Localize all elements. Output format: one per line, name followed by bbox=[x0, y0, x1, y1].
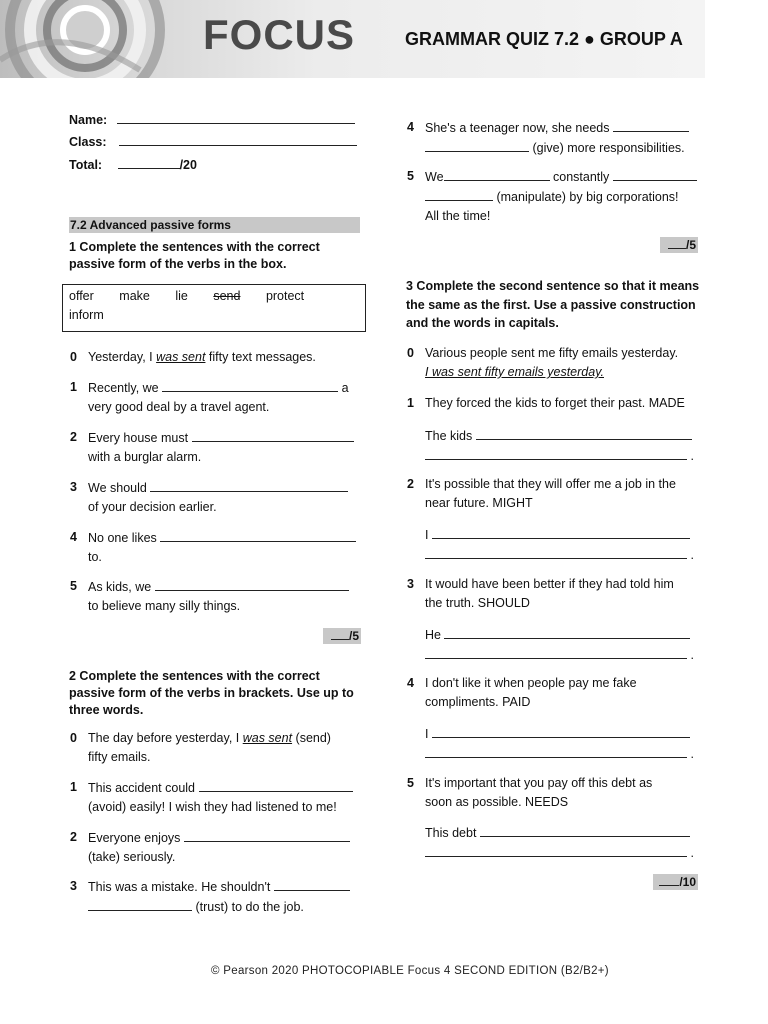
answer-blank[interactable] bbox=[425, 138, 529, 152]
word-protect: protect bbox=[265, 289, 305, 303]
item-text: fifty text messages. bbox=[205, 350, 316, 364]
answer-blank[interactable] bbox=[162, 378, 338, 392]
item-text: They forced the kids to forget their past. MADE bbox=[425, 396, 685, 410]
answer-blank[interactable] bbox=[192, 428, 354, 442]
item-number: 2 bbox=[407, 477, 414, 491]
brand-logo: FOCUS bbox=[203, 11, 355, 58]
class-label: Class: bbox=[69, 135, 107, 149]
item-text: This was a mistake. He shouldn't bbox=[88, 880, 271, 894]
ex3-answer-3: He . bbox=[425, 625, 705, 665]
total-blank[interactable] bbox=[118, 155, 180, 169]
example-answer: was sent bbox=[242, 731, 293, 745]
item-text: As kids, we bbox=[88, 580, 152, 594]
item-text: soon as possible. NEEDS bbox=[425, 795, 569, 809]
answer-blank[interactable] bbox=[425, 187, 493, 201]
item-text: Everyone enjoys bbox=[88, 831, 181, 845]
item-text: This accident could bbox=[88, 781, 196, 795]
item-text: The day before yesterday, I bbox=[88, 731, 243, 745]
item-number: 2 bbox=[70, 430, 77, 444]
footer-copyright: © Pearson 2020 PHOTOCOPIABLE Focus 4 SECOND EDITION (B2/B2+) bbox=[211, 965, 609, 977]
answer-blank[interactable] bbox=[444, 167, 550, 181]
item-number: 1 bbox=[407, 396, 414, 410]
item-text: a bbox=[341, 381, 349, 395]
word-box bbox=[62, 284, 366, 332]
score-total: /10 bbox=[679, 875, 696, 889]
answer-blank[interactable] bbox=[184, 828, 350, 842]
score-blank[interactable] bbox=[331, 628, 349, 640]
item-number: 5 bbox=[70, 579, 77, 593]
item-number: 2 bbox=[70, 830, 77, 844]
name-blank[interactable] bbox=[117, 110, 355, 124]
total-suffix: /20 bbox=[179, 158, 197, 172]
item-number: 1 bbox=[70, 780, 77, 794]
item-text: constantly bbox=[553, 170, 610, 184]
item-text: It's possible that they will offer me a job in the bbox=[425, 477, 676, 491]
answer-blank[interactable] bbox=[425, 843, 687, 857]
item-text: Recently, we bbox=[88, 381, 159, 395]
ex3-answer-4: I . bbox=[425, 724, 705, 764]
item-text: No one likes bbox=[88, 531, 157, 545]
answer-blank[interactable] bbox=[425, 446, 687, 460]
item-number: 0 bbox=[407, 346, 414, 360]
answer-blank[interactable] bbox=[432, 525, 690, 539]
ex1-score bbox=[323, 628, 361, 644]
item-text: to believe many silly things. bbox=[88, 599, 241, 613]
name-label: Name: bbox=[69, 113, 108, 127]
name-row bbox=[69, 110, 355, 127]
item-text: to. bbox=[88, 550, 102, 564]
ex3-answer-5: This debt . bbox=[425, 823, 705, 863]
word-send: send bbox=[213, 289, 241, 303]
answer-blank[interactable] bbox=[88, 897, 192, 911]
ex2-instruction: 2 Complete the sentences with the correct passive form of the verbs in brackets. Use up to three words. bbox=[69, 669, 354, 717]
word-lie: lie bbox=[175, 289, 188, 303]
answer-blank[interactable] bbox=[199, 778, 353, 792]
total-row bbox=[69, 155, 197, 172]
class-blank[interactable] bbox=[119, 132, 357, 146]
item-text: We bbox=[425, 170, 444, 184]
item-text: It would have been better if they had told him bbox=[425, 577, 674, 591]
item-number: 5 bbox=[407, 169, 414, 183]
item-text: All the time! bbox=[425, 209, 491, 223]
item-number: 4 bbox=[70, 530, 77, 544]
score-blank[interactable] bbox=[668, 237, 686, 249]
item-text: very good deal by a travel agent. bbox=[88, 400, 270, 414]
word-make: make bbox=[119, 289, 150, 303]
answer-blank[interactable] bbox=[476, 426, 692, 440]
ex3-score bbox=[653, 874, 698, 890]
item-number: 0 bbox=[70, 350, 77, 364]
swirl-graphic bbox=[0, 0, 200, 78]
item-text: compliments. PAID bbox=[425, 695, 531, 709]
item-text: (give) more responsibilities. bbox=[532, 141, 685, 155]
section-title: 7.2 Advanced passive forms bbox=[69, 217, 360, 233]
item-text: It's important that you pay off this debt as bbox=[425, 776, 653, 790]
answer-blank[interactable] bbox=[613, 118, 689, 132]
item-text: We should bbox=[88, 481, 147, 495]
word-offer: offer bbox=[69, 289, 94, 303]
item-text: (send) bbox=[292, 731, 331, 745]
item-text: She's a teenager now, she needs bbox=[425, 121, 610, 135]
example-answer: I was sent fifty emails yesterday. bbox=[425, 365, 604, 379]
item-text: near future. MIGHT bbox=[425, 496, 533, 510]
ex3-instruction: 3 Complete the second sentence so that it means the same as the first. Use a passive construction and the words in capitals. bbox=[406, 279, 700, 330]
item-text: with a burglar alarm. bbox=[88, 450, 202, 464]
answer-blank[interactable] bbox=[155, 577, 349, 591]
item-text: Yesterday, I bbox=[88, 350, 157, 364]
item-number: 4 bbox=[407, 120, 414, 134]
item-number: 5 bbox=[407, 776, 414, 790]
answer-blank[interactable] bbox=[432, 724, 690, 738]
item-text: I don't like it when people pay me fake bbox=[425, 676, 637, 690]
answer-blank[interactable] bbox=[480, 823, 690, 837]
item-text: Every house must bbox=[88, 431, 189, 445]
item-text: (trust) to do the job. bbox=[195, 900, 304, 914]
item-number: 1 bbox=[70, 380, 77, 394]
answer-start: He bbox=[425, 628, 441, 642]
example-answer: was sent bbox=[156, 350, 206, 364]
answer-blank[interactable] bbox=[150, 478, 348, 492]
item-text: (avoid) easily! I wish they had listened to me! bbox=[88, 800, 337, 814]
item-text: the truth. SHOULD bbox=[425, 596, 530, 610]
ex2-score bbox=[660, 237, 698, 253]
word-inform: inform bbox=[69, 308, 104, 322]
item-text: of your decision earlier. bbox=[88, 500, 217, 514]
class-row bbox=[69, 132, 357, 149]
ex1-instruction: 1 Complete the sentences with the correct passive form of the verbs in the box. bbox=[69, 240, 320, 271]
answer-blank[interactable] bbox=[444, 625, 690, 639]
score-total: /5 bbox=[348, 629, 359, 643]
answer-blank[interactable] bbox=[274, 877, 350, 891]
answer-blank[interactable] bbox=[160, 528, 356, 542]
quiz-title: GRAMMAR QUIZ 7.2 ● GROUP A bbox=[405, 29, 683, 49]
answer-blank[interactable] bbox=[425, 744, 687, 758]
item-number: 3 bbox=[70, 480, 77, 494]
total-label: Total: bbox=[69, 158, 103, 172]
ex3-answer-1: The kids . bbox=[425, 426, 705, 466]
answer-blank[interactable] bbox=[613, 167, 697, 181]
item-number: 0 bbox=[70, 731, 77, 745]
item-text: fifty emails. bbox=[88, 750, 151, 764]
item-number: 3 bbox=[70, 879, 77, 893]
score-blank[interactable] bbox=[659, 874, 679, 886]
answer-start: I bbox=[425, 528, 429, 542]
item-number: 4 bbox=[407, 676, 414, 690]
answer-blank[interactable] bbox=[425, 645, 687, 659]
ex3-answer-2: I . bbox=[425, 525, 705, 565]
item-text: (take) seriously. bbox=[88, 850, 176, 864]
score-total: /5 bbox=[685, 238, 696, 252]
item-text: (manipulate) by big corporations! bbox=[496, 190, 679, 204]
answer-start: The kids bbox=[425, 429, 473, 443]
answer-start: I bbox=[425, 727, 429, 741]
item-text: Various people sent me fifty emails yesterday. bbox=[425, 346, 679, 360]
answer-start: This debt bbox=[425, 826, 477, 840]
answer-blank[interactable] bbox=[425, 545, 687, 559]
item-number: 3 bbox=[407, 577, 414, 591]
header-banner bbox=[0, 0, 705, 78]
